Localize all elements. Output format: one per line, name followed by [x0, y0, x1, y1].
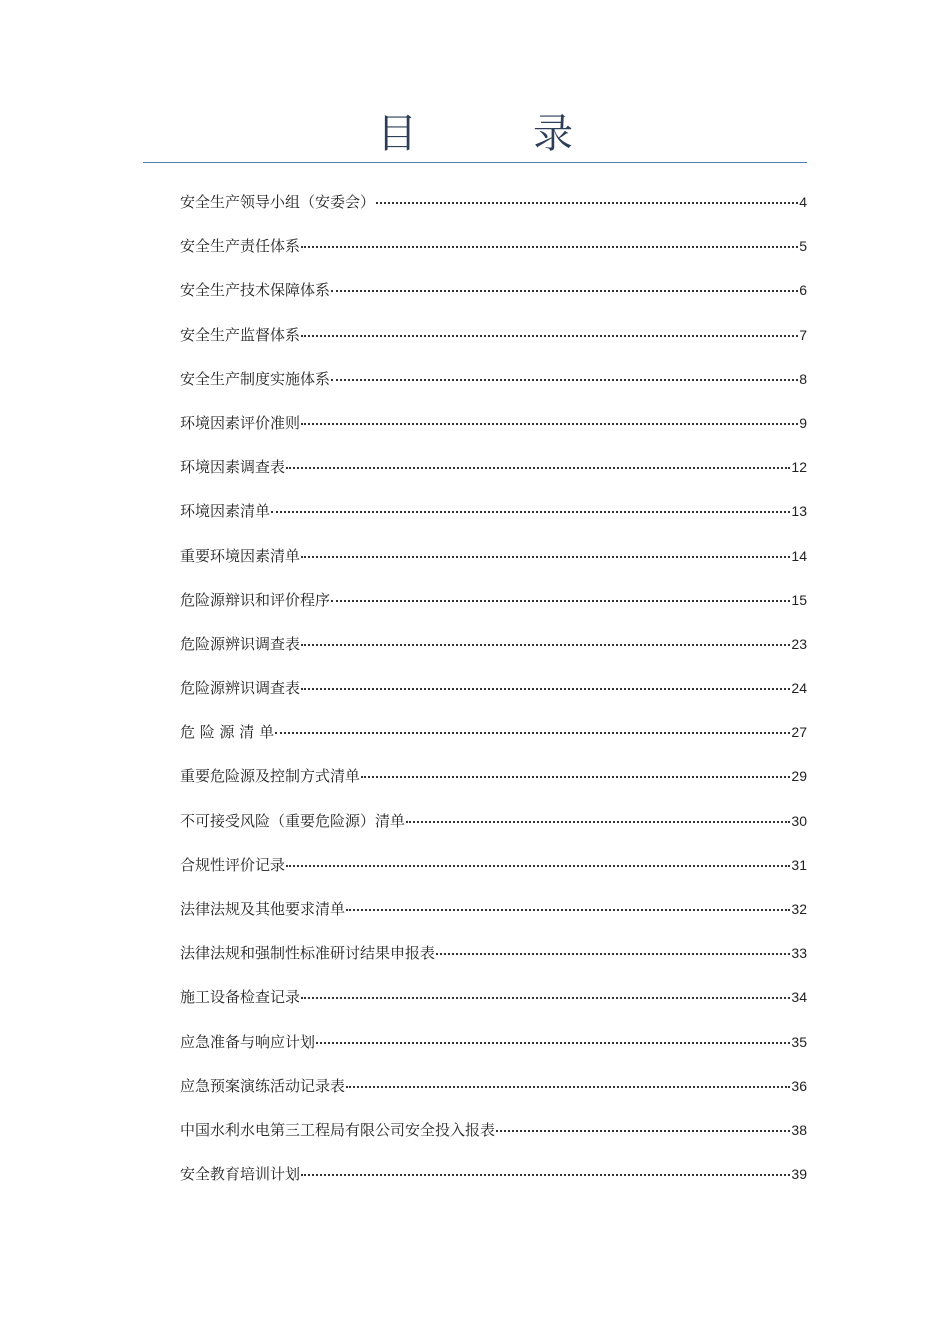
toc-entry-label: 危 险 源 清 单 [180, 723, 275, 742]
toc-entry-label: 应急准备与响应计划 [180, 1032, 316, 1051]
dot-leader [271, 511, 790, 513]
toc-entry[interactable] [180, 1073, 807, 1117]
dot-leader [301, 1174, 790, 1176]
toc-entry-page-number: 27 [791, 724, 807, 741]
toc-entry-page-number: 34 [791, 989, 807, 1006]
toc-entry[interactable] [180, 543, 807, 587]
dot-leader [436, 953, 790, 955]
toc-entry[interactable] [180, 631, 807, 675]
dot-leader [331, 290, 798, 292]
toc-entry[interactable] [180, 763, 807, 807]
toc-entry-label: 环境因素清单 [180, 502, 271, 521]
toc-entry-label: 安全生产技术保障体系 [180, 281, 331, 300]
title-divider [143, 162, 807, 163]
toc-entry-label: 重要危险源及控制方式清单 [180, 767, 361, 786]
dot-leader [406, 821, 790, 823]
toc-entry-label: 中国水利水电第三工程局有限公司安全投入报表 [180, 1120, 496, 1139]
toc-entry[interactable] [180, 410, 807, 454]
toc-entry-label: 安全生产领导小组（安委会） [180, 193, 376, 211]
dot-leader [376, 202, 798, 204]
toc-entry-page-number: 8 [799, 370, 807, 387]
toc-entry-page-number: 7 [799, 326, 807, 343]
dot-leader [346, 909, 790, 911]
toc-entry-label: 危险源辩识和评价程序 [180, 590, 331, 609]
toc-entry[interactable] [180, 1117, 807, 1161]
toc-entry[interactable] [180, 808, 807, 852]
dot-leader [496, 1130, 790, 1132]
toc-entry-page-number: 15 [791, 591, 807, 608]
toc-entry-page-number: 35 [791, 1033, 807, 1050]
toc-entry-page-number: 14 [791, 547, 807, 564]
toc-entry-label: 不可接受风险（重要危险源）清单 [180, 811, 406, 830]
dot-leader [331, 379, 798, 381]
toc-entry-page-number: 13 [791, 503, 807, 520]
toc-entry-page-number: 29 [791, 768, 807, 785]
toc-entry-label: 法律法规和强制性标准研讨结果申报表 [180, 944, 436, 963]
toc-entry-page-number: 12 [791, 459, 807, 476]
toc-entry-page-number: 36 [791, 1077, 807, 1094]
toc-entry-label: 安全生产监督体系 [180, 325, 301, 344]
dot-leader [361, 776, 790, 778]
toc-entry[interactable] [180, 498, 807, 542]
toc-entry-label: 施工设备检查记录 [180, 988, 301, 1007]
toc-entry-page-number: 6 [799, 282, 807, 299]
toc-entry-page-number: 39 [791, 1166, 807, 1183]
toc-entry[interactable] [180, 896, 807, 940]
toc-entry-page-number: 32 [791, 901, 807, 917]
toc-entry-page-number: 33 [791, 945, 807, 962]
toc-entry-label: 环境因素调查表 [180, 458, 286, 477]
toc-entry[interactable] [180, 233, 807, 277]
dot-leader [331, 600, 790, 602]
toc-entry-label: 危险源辨识调查表 [180, 634, 301, 653]
toc-entry-page-number: 24 [791, 680, 807, 697]
dot-leader [286, 865, 790, 867]
toc-entry-page-number: 9 [799, 414, 807, 431]
toc-entry[interactable] [180, 322, 807, 366]
toc-title: 目 录 [377, 111, 611, 157]
dot-leader [301, 246, 798, 248]
toc-entry-label: 重要环境因素清单 [180, 546, 301, 565]
toc-entry[interactable] [180, 1029, 807, 1073]
toc-entry[interactable] [180, 1161, 807, 1205]
dot-leader [301, 644, 790, 646]
toc-entry-label: 环境因素评价准则 [180, 413, 301, 432]
toc-entry[interactable] [180, 366, 807, 410]
toc-list [180, 189, 807, 1205]
toc-entry-page-number: 38 [791, 1121, 807, 1138]
toc-entry[interactable] [180, 189, 807, 233]
toc-entry-label: 安全教育培训计划 [180, 1165, 301, 1184]
dot-leader [346, 1086, 790, 1088]
toc-entry-label: 安全生产制度实施体系 [180, 369, 331, 388]
toc-entry[interactable] [180, 852, 807, 896]
toc-entry[interactable] [180, 940, 807, 984]
toc-entry-page-number: 23 [791, 635, 807, 652]
toc-entry-page-number: 30 [791, 812, 807, 829]
toc-entry-page-number: 4 [799, 194, 807, 210]
toc-entry-label: 安全生产责任体系 [180, 237, 301, 256]
dot-leader [286, 467, 790, 469]
toc-entry-page-number: 5 [799, 238, 807, 255]
dot-leader [316, 1042, 790, 1044]
toc-entry[interactable] [180, 587, 807, 631]
toc-entry[interactable] [180, 454, 807, 498]
toc-entry-label: 应急预案演练活动记录表 [180, 1076, 346, 1095]
toc-entry[interactable] [180, 277, 807, 321]
toc-entry[interactable] [180, 984, 807, 1028]
dot-leader [275, 732, 790, 734]
toc-entry-label: 合规性评价记录 [180, 855, 286, 874]
toc-entry[interactable] [180, 675, 807, 719]
dot-leader [301, 997, 790, 999]
dot-leader [301, 335, 798, 337]
toc-entry-label: 危险源辨识调查表 [180, 679, 301, 698]
toc-entry-page-number: 31 [791, 856, 807, 873]
dot-leader [301, 688, 790, 690]
dot-leader [301, 556, 790, 558]
toc-entry-label: 法律法规及其他要求清单 [180, 900, 346, 918]
toc-entry[interactable] [180, 719, 807, 763]
dot-leader [301, 423, 798, 425]
